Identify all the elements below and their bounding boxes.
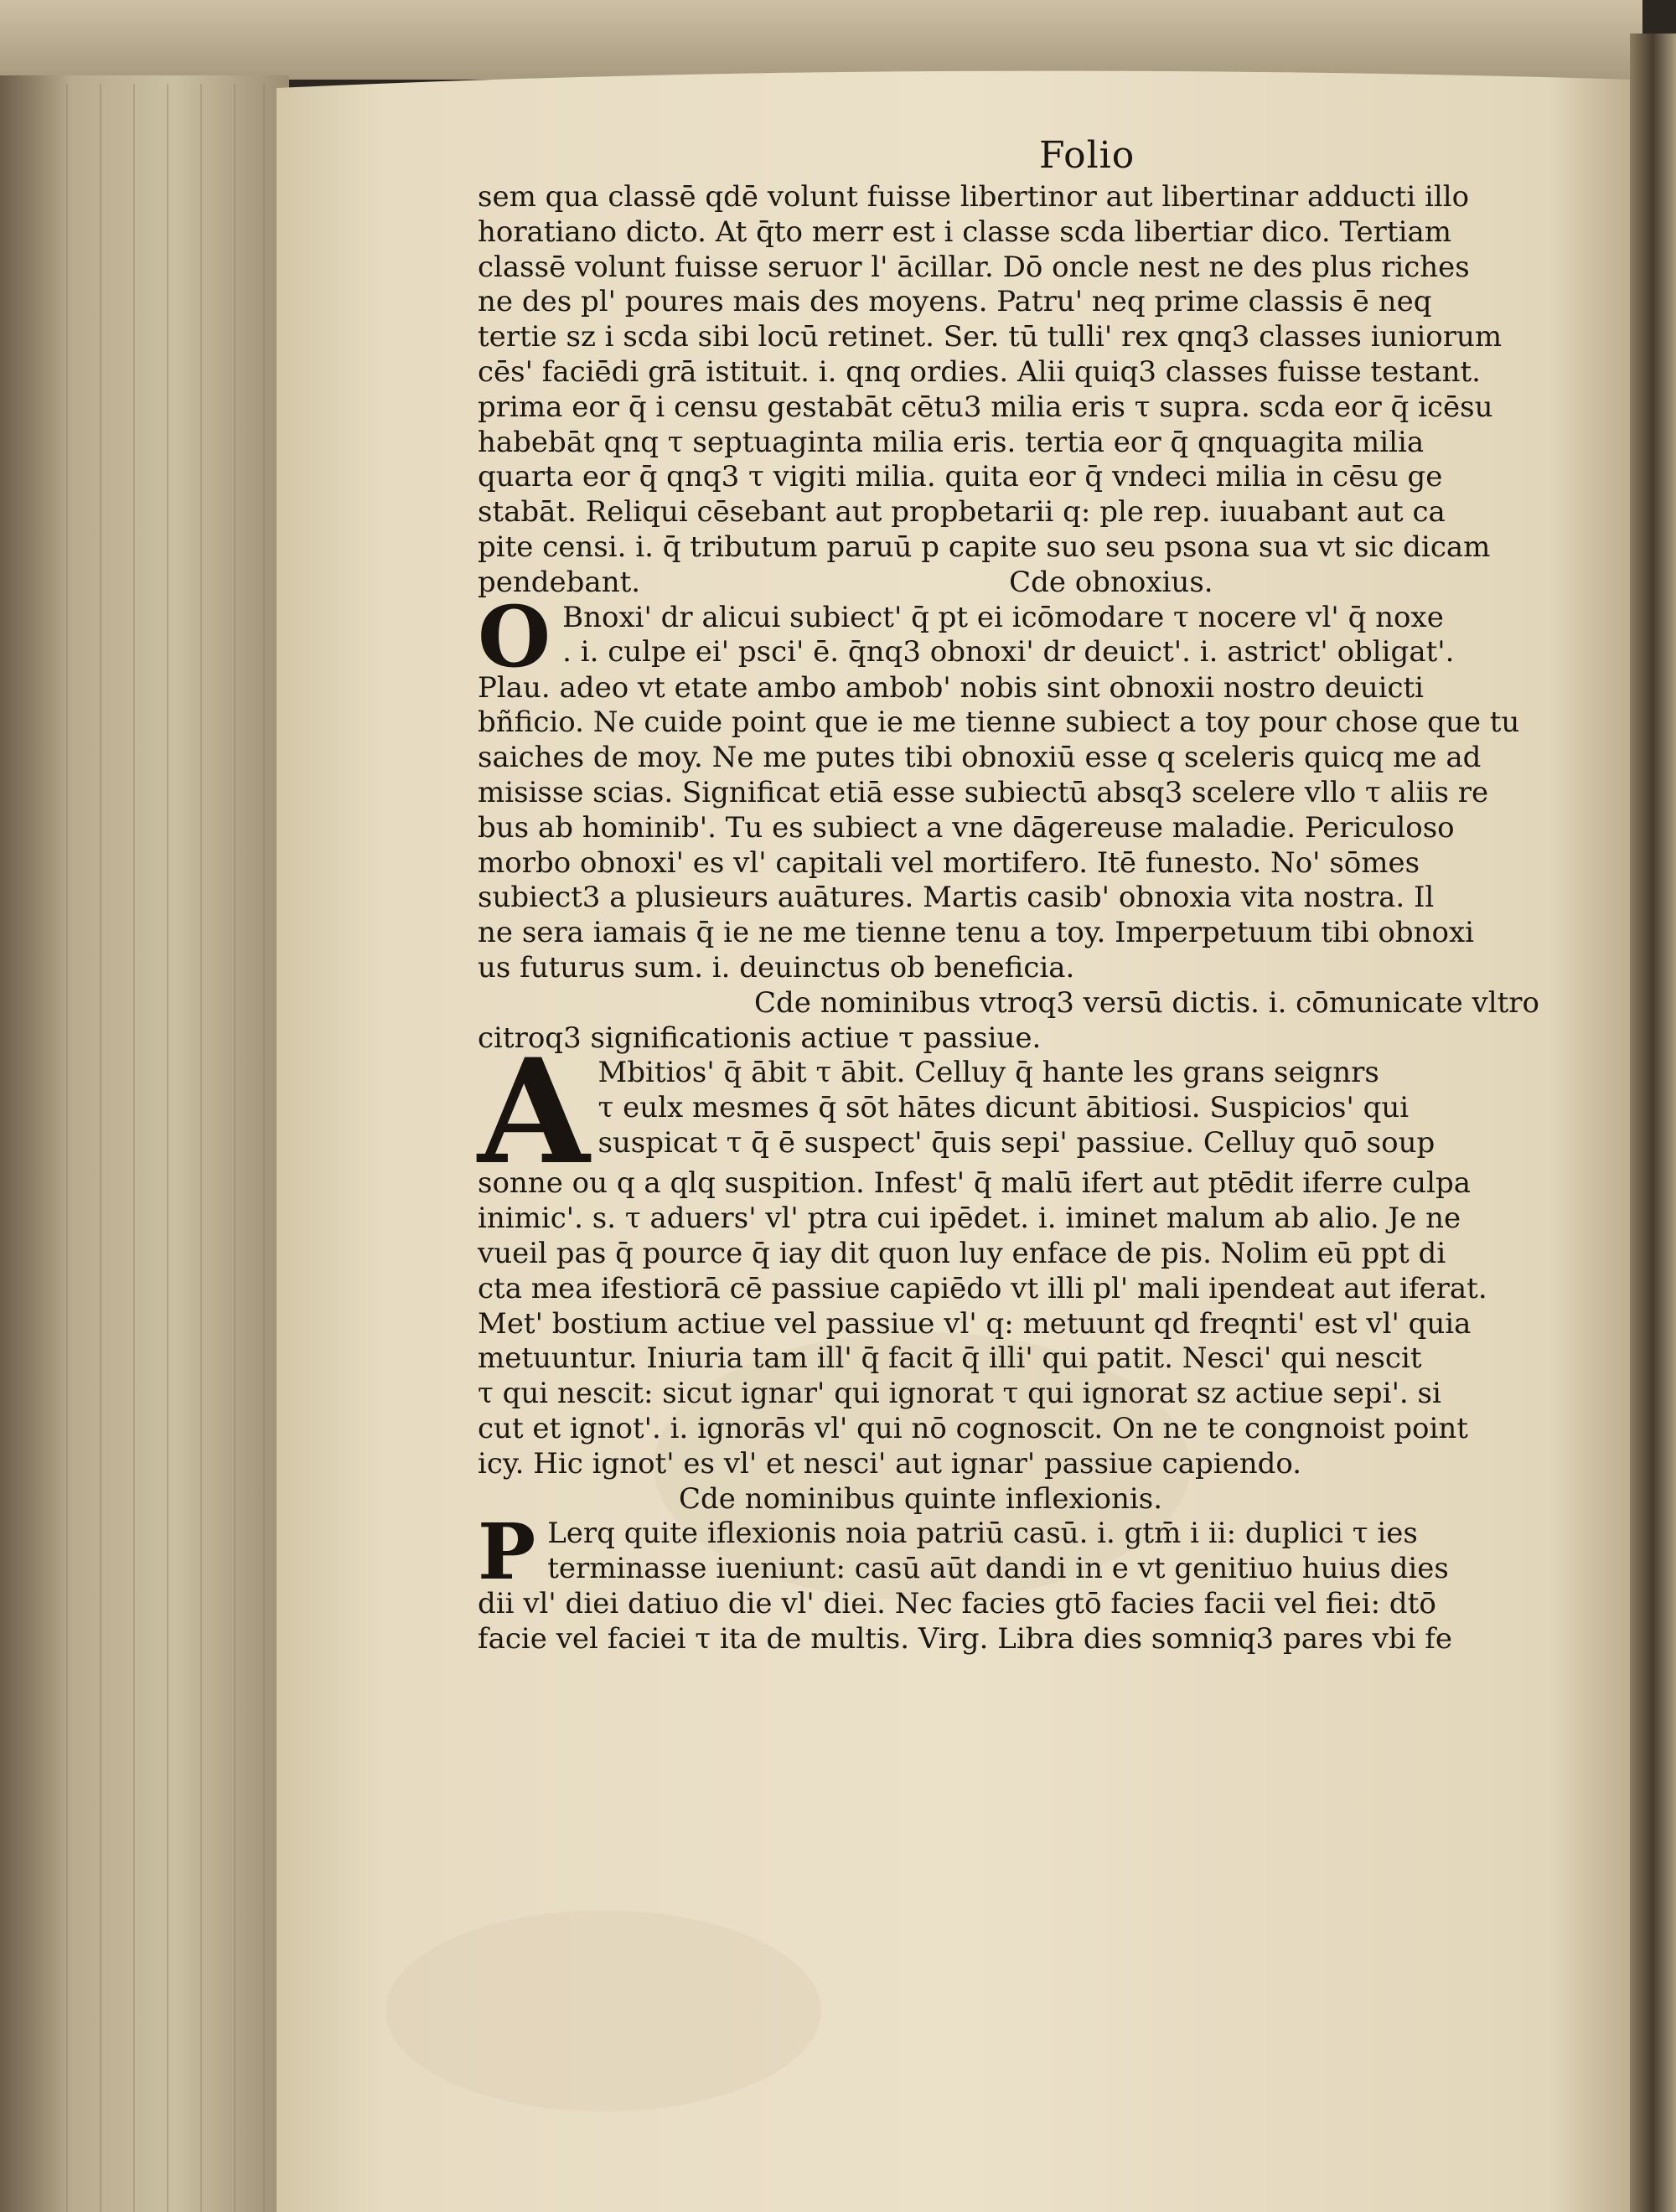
text-line: vueil pas q̄ pource q̄ iay dit quon luy enface de pis. Nolim eū ppt di — [478, 1236, 1446, 1270]
text-line: horatiano dicto. At q̄to merr est i classe scda libertiar dico. Tertiam — [478, 214, 1451, 249]
text-line: icy. Hic ignot' es vl' et nesci' aut ignar' passiue capiendo. — [478, 1446, 1302, 1481]
text-line: cta mea ifestiorā cē passiue capiēdo vt illi pl' mali ipendeat aut iferat. — [478, 1271, 1487, 1305]
text-line: misisse scias. Significat etiā esse subiectū absq3 scelere vllo τ aliis re — [478, 775, 1489, 809]
text-line: . i. culpe ei' psci' ē. q̄nq3 obnoxi' dr deuict'. i. astrict' obligat'. — [562, 635, 1455, 669]
text-line: ne des pl' poures mais des moyens. Patru' neq prime classis ē neq — [478, 285, 1432, 319]
text-line: quarta eor q̄ qnq3 τ vigiti milia. quita eor q̄ vndeci milia in cēsu ge — [478, 460, 1443, 494]
text-line: classē volunt fuisse seruor l' ācillar. Dō oncle nest ne des plus riches — [478, 250, 1470, 284]
text-line: stabāt. Reliqui cēsebant aut propbetarii q: ple rep. iuuabant aut ca — [478, 495, 1446, 530]
text-line: ne sera iamais q̄ ie ne me tienne tenu a toy. Imperpetuum tibi obnoxi — [478, 916, 1475, 950]
text-line: sem qua classē qdē volunt fuisse libertinor aut libertinar adducti illo — [478, 180, 1470, 214]
text-line: τ eulx mesmes q̄ sōt hātes dicunt ābitiosi. Suspicios' qui — [597, 1091, 1410, 1125]
text-line: metuuntur. Iniuria tam ill' q̄ facit q̄ illi' qui patit. Nesci' qui nescit — [478, 1341, 1422, 1376]
text-line: bñficio. Ne cuide point que ie me tienne subiect a toy pour chose que tu — [478, 705, 1520, 740]
section-heading: Cde nominibus quinte inflexionis. — [679, 1481, 1163, 1516]
dropcap-a: A — [478, 1026, 587, 1197]
page-stain — [385, 1910, 821, 2111]
text-line: Bnoxi' dr alicui subiect' q̄ pt ei icōmodare τ nocere vl' q̄ noxe — [562, 600, 1444, 634]
section-heading: Cde nominibus vtroq3 versū dictis. i. cōmunicate vltro — [754, 985, 1539, 1020]
text-line: pendebant. — [478, 565, 641, 599]
text-line: dii vl' diei datiuo die vl' diei. Nec facies gtō facies facii vel fiei: dtō — [478, 1587, 1436, 1621]
dropcap-p: P — [478, 1507, 536, 1598]
text-line: tertie sz i scda sibi locū retinet. Ser. tū tulli' rex qnq3 classes iuniorum — [478, 320, 1503, 354]
text-line: morbo obnoxi' es vl' capitali vel mortifero. Itē funesto. No' sōmes — [478, 845, 1420, 880]
dropcap-o: O — [478, 587, 551, 686]
text-line: pite censi. i. q̄ tributum paruū p capite suo seu psona sua vt sic dicam — [478, 530, 1491, 564]
text-line: cut et ignot'. i. ignorās vl' qui nō cognoscit. On ne te congnoist point — [478, 1411, 1468, 1445]
text-line: facie vel faciei τ ita de multis. Virg. Libra dies somniq3 pares vbi fe — [478, 1622, 1453, 1656]
text-line: saiches de moy. Ne me putes tibi obnoxiū esse q sceleris quicq me ad — [478, 741, 1482, 775]
text-line: us futurus sum. i. deuinctus ob beneficia. — [478, 950, 1075, 985]
text-line: Lerq quite iflexionis noia patriū casū. i. gtm̄ i ii: duplici τ ies — [547, 1517, 1418, 1551]
text-line: prima eor q̄ i censu gestabāt cētu3 milia eris τ supra. scda eor q̄ icēsu — [478, 390, 1493, 424]
text-line: habebāt qnq τ septuaginta milia eris. tertia eor q̄ qnquagita milia — [478, 425, 1425, 459]
text-line: suspicat τ q̄ ē suspect' q̄uis sepi' passiue. Celluy quō soup — [597, 1125, 1435, 1160]
body-text — [478, 180, 1601, 1657]
text-line: Plau. adeo vt etate ambo ambob' nobis sint obnoxii nostro deuicti — [478, 670, 1425, 705]
text-line: τ qui nescit: sicut ignar' qui ignorat τ qui ignorat sz actiue sepi'. si — [478, 1377, 1441, 1411]
gutter — [1630, 34, 1676, 2212]
text-line: terminasse iueniunt: casū aūt dandi in e vt genitiuo huius dies — [547, 1552, 1449, 1586]
text-line: bus ab hominib'. Tu es subiect a vne dāgereuse maladie. Periculoso — [478, 810, 1455, 845]
text-line: Mbitios' q̄ ābit τ ābit. Celluy q̄ hante les grans seignrs — [597, 1056, 1379, 1090]
text-line: cēs' faciēdi grā istituit. i. qnq ordies. Alii quiq3 classes fuisse testant. — [478, 354, 1481, 389]
page-stack-edge — [0, 75, 289, 2212]
text-line: subiect3 a plusieurs auātures. Martis casib' obnoxia vita nostra. Il — [478, 881, 1435, 915]
page-stack-top — [0, 0, 1642, 80]
text-line: citroq3 significationis actiue τ passiue. — [478, 1021, 1042, 1055]
text-line-with-heading — [478, 566, 1601, 601]
section-heading: Cde obnoxius. — [1009, 565, 1213, 599]
text-line: inimic'. s. τ aduers' vl' ptra cui ipēdet. i. iminet malum ab alio. Je ne — [478, 1202, 1461, 1236]
folio-label: Folio — [1039, 134, 1135, 177]
text-line: Met' bostium actiue vel passiue vl' q: metuunt qd freqnti' est vl' quia — [478, 1306, 1472, 1341]
text-line: sonne ou q a qlq suspition. Infest' q̄ malū ifert aut ptēdit iferre culpa — [478, 1166, 1472, 1201]
